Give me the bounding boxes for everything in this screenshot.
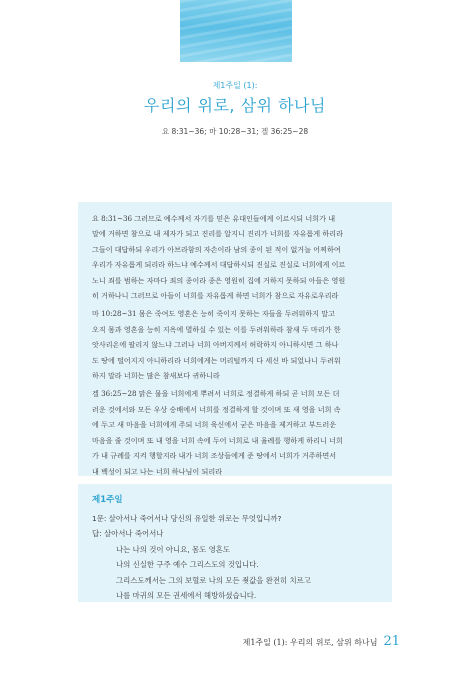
scripture-paragraph [92,386,382,478]
catechism-question: 1문: 살아서나 죽어서나 당신의 유일한 위로는 무엇입니까? [92,514,282,523]
scripture-line: 앗사리온에 팔리지 않느냐 그러나 너희 아버지께서 허락하지 아니하시면 그 하나 [92,340,339,350]
catechism-box [78,484,392,602]
catechism-answer-line: 그리스도께서는 그의 보혈로 나의 모든 죗값을 완전히 치르고 [116,575,311,585]
scripture-paragraph [92,306,382,383]
header-banner-image [180,0,292,62]
scripture-line: 마음을 줄 것이며 또 내 영을 너희 속에 두어 너희로 내 율례를 행하게 하리니 너희 [92,435,343,445]
catechism-answer-line: 나는 나의 것이 아니요, 몸도 영혼도 [116,544,231,554]
scripture-line: 가 내 규례를 지켜 행할지라 내가 너희 조상들에게 준 땅에서 너희가 거주하면서 [92,451,337,461]
scripture-line: 도 땅에 떨어지지 아니하리라 너희에게는 머리털까지 다 세신 바 되었나니 두려워 [92,355,341,365]
scripture-line: 내 백성이 되고 나는 너희 하나님이 되리라 [92,466,223,476]
catechism-answer-line: 나의 신실한 구주 예수 그리스도의 것입니다. [116,560,259,570]
scripture-line: 에 두고 새 마음을 너희에게 주되 너희 육신에서 굳은 마음을 제거하고 부드러운 [92,420,337,430]
scripture-line: 마 10:28~31 몸은 죽여도 영혼은 능히 죽이지 못하는 자들을 두려워하지 말고 [92,309,335,319]
scripture-box [78,202,392,476]
scripture-line: 히 거하나니 그러므로 아들이 너희를 자유롭게 하면 너희가 참으로 자유로우리라 [92,291,339,301]
running-title: 제1주일 (1): 우리의 위로, 삼위 하나님 [242,638,378,647]
page-number: 21 [383,634,400,649]
scripture-line: 러운 것에서와 모든 우상 숭배에서 너희를 정결하게 할 것이며 또 새 영을 너희 속 [92,404,341,414]
catechism-answer-line: 나를 마귀의 모든 권세에서 해방하셨습니다. [116,591,257,601]
page-title: 우리의 위로, 삼위 하나님 [144,96,326,115]
scripture-references: 요 8:31~36; 마 10:28~31; 겔 36:25~28 [161,127,309,136]
scripture-paragraph [92,211,382,303]
catechism-answer-label: 답: 살아서나 죽어서나 [92,529,164,539]
scripture-line: 노니 죄를 범하는 자마다 죄의 종이라 종은 영원히 집에 거하지 못하되 아들은 영원 [92,275,346,285]
page-footer [243,634,400,649]
scripture-line: 그들이 대답하되 우리가 아브라함의 자손이라 남의 종이 된 적이 없거늘 어찌하여 [92,244,341,254]
week-label: 제1주일 (1): [212,81,258,90]
scripture-line: 말에 거하면 참으로 내 제자가 되고 진리를 알지니 진리가 너희를 자유롭게 하리라 [92,229,343,239]
scripture-line: 오직 몸과 영혼을 능히 지옥에 멸하실 수 있는 이를 두려워하라 참새 두 마리가 한 [92,324,341,334]
catechism-heading: 제1주일 [92,495,123,505]
scripture-line: 우리가 자유롭게 되리라 하느냐 예수께서 대답하시되 진실로 진실로 너희에게 이르 [92,260,346,270]
scripture-line: 겔 36:25~28 맑은 물을 너희에게 뿌려서 너희로 정결하게 하되 곧 너희 모든 더 [92,389,340,399]
scripture-line: 하지 말라 너희는 많은 참새보다 귀하니라 [92,371,220,381]
scripture-line: 요 8:31~36 그러므로 예수께서 자기를 믿은 유대인들에게 이르시되 너희가 내 [92,214,336,223]
